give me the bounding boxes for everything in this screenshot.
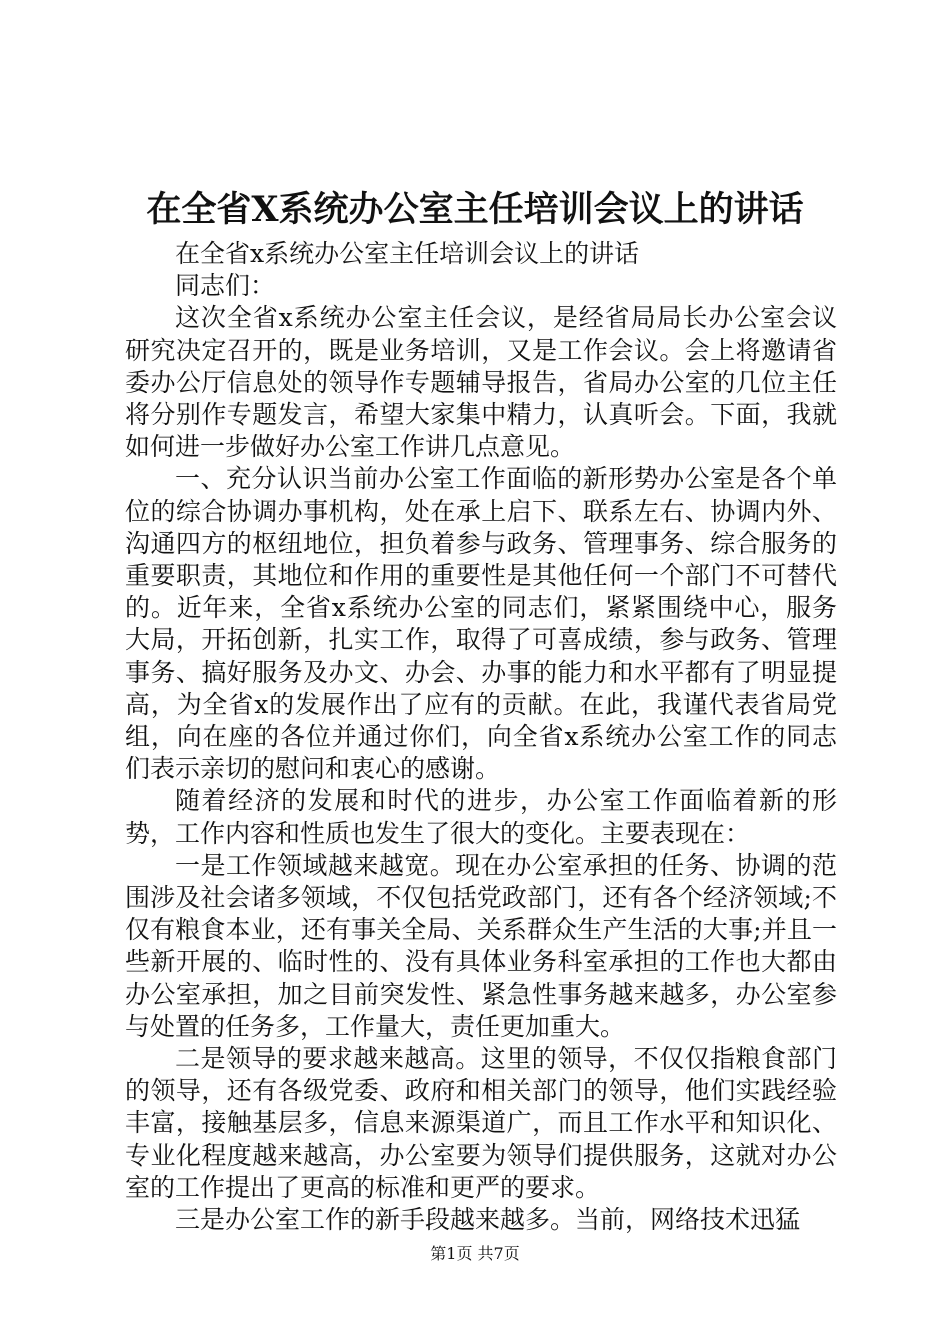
paragraph: 一是工作领域越来越宽。现在办公室承担的任务、协调的范围涉及社会诸多领域，不仅包括党政部门，还有各个经济领域;不仅有粮食本业，还有事关全局、关系群众生产生活的大事;并且一些新开展的、临时性的、没有具体业务科室承担的工作也大都由办公室承担，加之目前突发性、紧急性事务越来越多，办公室参与处置的任务多，工作量大，责任更加重大。 <box>125 850 837 1041</box>
paragraph: 二是领导的要求越来越高。这里的领导，不仅仅指粮食部门的领导，还有各级党委、政府和相关部门的领导，他们实践经验丰富，接触基层多，信息来源渠道广，而且工作水平和知识化、专业化程度越来越高，办公室要为领导们提供服务，这就对办公室的工作提出了更高的标准和更严的要求。 <box>125 1044 837 1202</box>
paragraph-salutation: 同志们： <box>175 271 276 301</box>
document-title: 在全省X系统办公室主任培训会议上的讲话 <box>146 189 804 230</box>
paragraph: 三是办公室工作的新手段越来越多。当前，网络技术迅猛 <box>175 1205 801 1235</box>
paragraph: 随着经济的发展和时代的进步，办公室工作面临着新的形势，工作内容和性质也发生了很大的变化。主要表现在： <box>125 786 837 848</box>
paragraph-subtitle: 在全省x系统办公室主任培训会议上的讲话 <box>175 239 640 268</box>
paragraph: 一、充分认识当前办公室工作面临的新形势办公室是各个单位的综合协调办事机构，处在承上启下、联系左右、协调内外、沟通四方的枢纽地位，担负着参与政务、管理事务、综合服务的重要职责，其地位和作用的重要性是其他任何一个部门不可替代的。近年来，全省x系统办公室的同志们，紧紧围绕中心，服务大局，开拓创新，扎实工作，取得了可喜成绩，参与政务、管理事务、搞好服务及办文、办会、办事的能力和水平都有了明显提高，为全省x的发展作出了应有的贡献。在此，我谨代表省局党组，向在座的各位并通过你们，向全省x系统办公室工作的同志们表示亲切的慰问和衷心的感谢。 <box>125 464 837 784</box>
document-body <box>125 238 837 1236</box>
paragraph: 这次全省x系统办公室主任会议，是经省局局长办公室会议研究决定召开的，既是业务培训，又是工作会议。会上将邀请省委办公厅信息处的领导作专题辅导报告，省局办公室的几位主任将分别作专题发言，希望大家集中精力，认真听会。下面，我就如何进一步做好办公室工作讲几点意见。 <box>125 303 837 462</box>
page-footer: 第1页 共7页 <box>430 1244 520 1263</box>
